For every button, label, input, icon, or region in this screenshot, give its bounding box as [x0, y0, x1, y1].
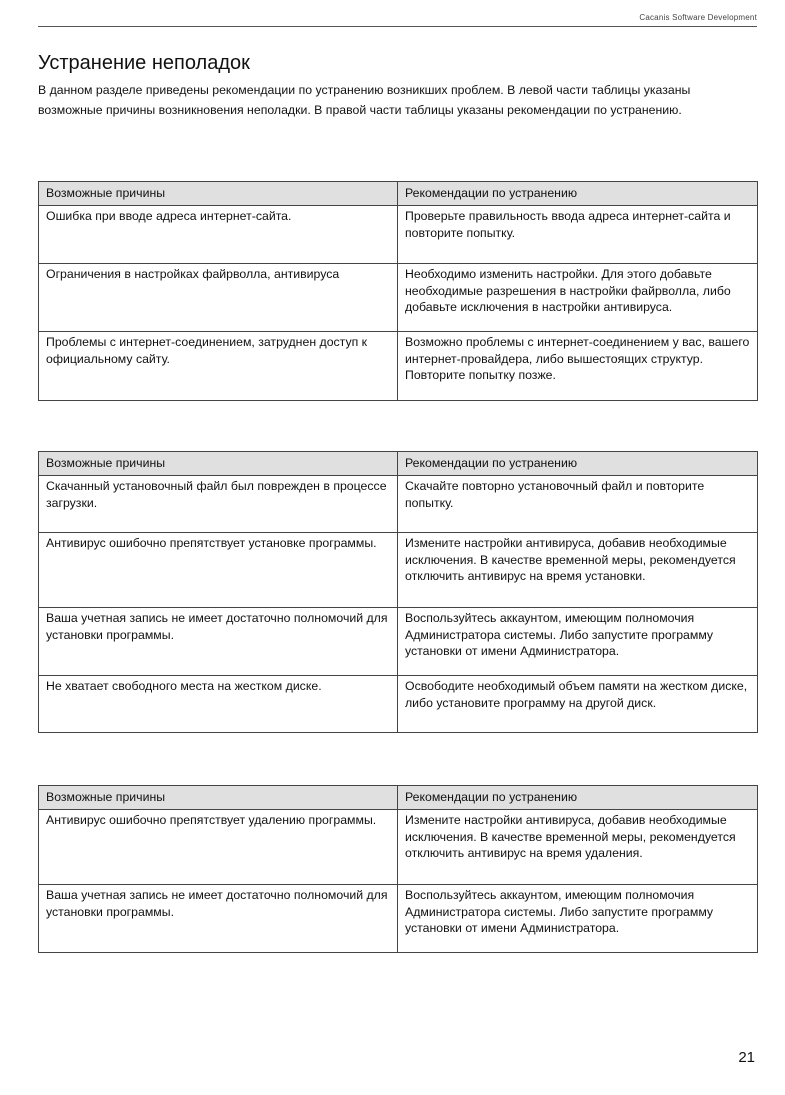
- column-header-causes: Возможные причины: [39, 182, 398, 206]
- table-row: [39, 608, 758, 676]
- cause-cell: Скачанный установочный файл был поврежден в процессе загрузки.: [39, 476, 398, 533]
- table-row: [39, 885, 758, 953]
- page-title: Устранение неполадок: [38, 52, 250, 74]
- table-row: [39, 476, 758, 533]
- recommendation-cell: Необходимо изменить настройки. Для этого добавьте необходимые разрешения в настройки файрволла, либо добавьте исключения в настройки антивируса.: [398, 264, 758, 332]
- running-header: Cacanis Software Development: [639, 13, 757, 22]
- cause-cell: Антивирус ошибочно препятствует установке программы.: [39, 533, 398, 608]
- table-row: [39, 676, 758, 733]
- recommendation-cell: Скачайте повторно установочный файл и повторите попытку.: [398, 476, 758, 533]
- table-row: [39, 264, 758, 332]
- intro-paragraph: В данном разделе приведены рекомендации по устранению возникших проблем. В левой части таблицы указаны возможные причины возникновения неполадки. В правой части таблицы указаны рекомендации по устранению.: [38, 83, 691, 117]
- table-row: [39, 810, 758, 885]
- troubleshooting-table-3: [38, 785, 758, 953]
- column-header-recommendations: Рекомендации по устранению: [398, 786, 758, 810]
- recommendation-cell: Проверьте правильность ввода адреса интернет-сайта и повторите попытку.: [398, 206, 758, 264]
- table-row: [39, 533, 758, 608]
- column-header-recommendations: Рекомендации по устранению: [398, 452, 758, 476]
- recommendation-cell: Освободите необходимый объем памяти на жестком диске, либо установите программу на другой диск.: [398, 676, 758, 733]
- table-header-row: [39, 452, 758, 476]
- column-header-recommendations: Рекомендации по устранению: [398, 182, 758, 206]
- troubleshooting-table-2: [38, 451, 758, 733]
- recommendation-cell: Измените настройки антивируса, добавив необходимые исключения. В качестве временной меры, рекомендуется отключить антивирус на время установки.: [398, 533, 758, 608]
- recommendation-cell: Измените настройки антивируса, добавив необходимые исключения. В качестве временной меры, рекомендуется отключить антивирус на время удаления.: [398, 810, 758, 885]
- cause-cell: Ошибка при вводе адреса интернет-сайта.: [39, 206, 398, 264]
- troubleshooting-table-1: [38, 181, 758, 401]
- cause-cell: Проблемы с интернет-соединением, затруднен доступ к официальному сайту.: [39, 332, 398, 401]
- column-header-causes: Возможные причины: [39, 452, 398, 476]
- table-row: [39, 206, 758, 264]
- recommendation-cell: Воспользуйтесь аккаунтом, имеющим полномочия Администратора системы. Либо запустите программу установки от имени Администратора.: [398, 608, 758, 676]
- recommendation-cell: Возможно проблемы с интернет-соединением у вас, вашего интернет-провайдера, либо вышестоящих структур. Повторите попытку позже.: [398, 332, 758, 401]
- table-row: [39, 332, 758, 401]
- cause-cell: Антивирус ошибочно препятствует удалению программы.: [39, 810, 398, 885]
- table-header-row: [39, 182, 758, 206]
- page-number: 21: [738, 1049, 755, 1066]
- recommendation-cell: Воспользуйтесь аккаунтом, имеющим полномочия Администратора системы. Либо запустите программу установки от имени Администратора.: [398, 885, 758, 953]
- table-header-row: [39, 786, 758, 810]
- cause-cell: Ваша учетная запись не имеет достаточно полномочий для установки программы.: [39, 608, 398, 676]
- header-rule: [38, 26, 757, 27]
- cause-cell: Ваша учетная запись не имеет достаточно полномочий для установки программы.: [39, 885, 398, 953]
- cause-cell: Ограничения в настройках файрволла, антивируса: [39, 264, 398, 332]
- cause-cell: Не хватает свободного места на жестком диске.: [39, 676, 398, 733]
- column-header-causes: Возможные причины: [39, 786, 398, 810]
